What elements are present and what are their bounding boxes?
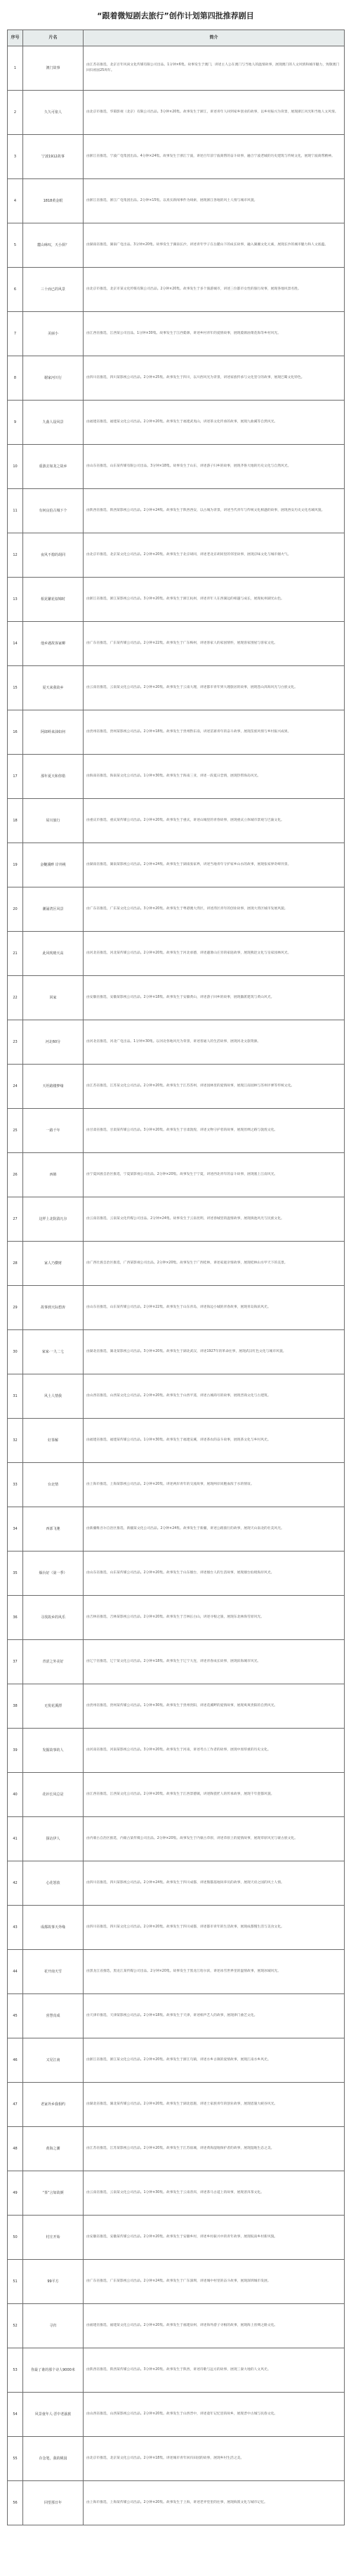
table-row [8, 2481, 345, 2525]
table-row [8, 2304, 345, 2348]
row-number: 39 [8, 1729, 23, 1773]
row-number: 37 [8, 1640, 23, 1684]
drama-title: 美丽小 [23, 312, 84, 356]
drama-title: 发掘故事的人 [23, 1729, 84, 1773]
table-row [8, 2216, 345, 2260]
drama-title: 西部飞驰 [23, 1507, 84, 1552]
header-number: 序号 [8, 30, 23, 46]
drama-title: 九曲人设风景 [23, 401, 84, 445]
table-row [8, 2038, 345, 2083]
drama-title: 金鞭溪畔 岸外桃 [23, 843, 84, 887]
table-row [8, 1374, 345, 1419]
drama-description: 由河北省推选，河北某传媒公司出品。2分钟×20集。故事发生于河北承德，讲述避暑山庄旁的家庭故事，展现燕赵文化与皇家园林风光。 [84, 932, 345, 976]
drama-description: 由江苏省推选，江苏某影视公司出品。2分钟×20集。故事发生于江苏盐城，讲述黄海湿地保护者的故事，展现湿地生态之美。 [84, 2127, 345, 2171]
table-row [8, 401, 345, 445]
drama-description: 由陕西省推选，陕西某传媒公司出品。3分钟×20集。故事发生于陕西，讲述诗歌与远方的故事，展现三秦大地的人文风光。 [84, 2348, 345, 2393]
drama-title: 烟台好（第一季） [23, 1552, 84, 1596]
drama-title: 故事到天际碧涛 [23, 1286, 84, 1330]
drama-description: 由贵州省推选，贵州某影视公司出品。2分钟×18集。故事发生于贵州黔东南，讲述苗寨青年的奋斗故事，展现苗族风情与乡村振兴成果。 [84, 710, 345, 755]
drama-description: 由浙江省推选，宁波广电集团出品。4分钟×24集。故事发生于浙江宁波，讲述百年前宁波商帮的奋斗故事，融合宁波老城的历史建筑与传统文化，展现宁波商帮精神。 [84, 135, 345, 179]
drama-title: 风景童年人·晋中老渝旅 [23, 2393, 84, 2437]
drama-description: 由甘肃省推选，甘肃某传媒公司出品。3分钟×20集。故事发生于甘肃敦煌，讲述文物守护者的故事，展现丝绸之路与敦煌文化。 [84, 1109, 345, 1153]
drama-description: 由重庆市推选，重庆某传媒公司出品。2分钟×20集。故事发生于重庆，讲述山城里的青春故事，展现重庆立体城市景观与巴渝文化。 [84, 799, 345, 843]
drama-description: 由宁夏回族自治区推选，宁夏某影视公司出品。2分钟×20集。故事发生于宁夏，讲述西北青年的奋斗故事，展现塞上江南风光。 [84, 1153, 345, 1197]
table-row [8, 1861, 345, 1906]
row-number: 48 [8, 2127, 23, 2171]
row-number: 31 [8, 1374, 23, 1419]
table-row [8, 1020, 345, 1065]
row-number: 13 [8, 578, 23, 622]
table-row [8, 1684, 345, 1729]
row-number: 6 [8, 268, 23, 312]
drama-description: 由河南省推选，河南某影视公司出品。3分钟×20集。故事发生于河南，讲述考古工作者的故事，展现中原厚重的历史文化。 [84, 1729, 345, 1773]
table-row [8, 1950, 345, 1994]
drama-description: 由陕西省推选，陕西某影视公司出品。2分钟×24集。故事发生于陕西西安，以古城为背景，讲述当代青年与传统文化相遇的故事，展现西安历史文化名城风貌。 [84, 489, 345, 533]
drama-description: 由天津市推选，天津某影视公司出品。2分钟×18集。故事发生于天津，讲述相声艺人的故事，展现津门曲艺文化。 [84, 1994, 345, 2038]
table-row [8, 1463, 345, 1507]
drama-title: 台北情 [23, 1463, 84, 1507]
table-row [8, 2437, 345, 2481]
drama-title: 潮涌湾区风景 [23, 887, 84, 932]
row-number: 3 [8, 135, 23, 179]
drama-title: 那年夏天和你错 [23, 755, 84, 799]
table-row [8, 1330, 345, 1374]
row-number: 33 [8, 1463, 23, 1507]
drama-description: 由福建省推选，福建某文化公司出品。2分钟×20集。故事发生于福建泉州，讲述海外游子寻根的故事，展现海上丝绸之路文化。 [84, 2304, 345, 2348]
table-row [8, 533, 345, 578]
drama-description: 由广西壮族自治区推选，广西某影视公司出品。2分钟×20集。故事发生于广西桂林，讲述家庭亲情故事，展现桂林山水甲天下的美景。 [84, 1242, 345, 1286]
drama-description: 由福建省推选，福建某传媒公司出品。1分钟×30集。故事发生于福建安溪，讲述茶农的奋斗故事，展现茶文化与乡村风光。 [84, 1419, 345, 1463]
table-row [8, 2260, 345, 2304]
table-row [8, 1552, 345, 1596]
table-row [8, 1286, 345, 1330]
row-number: 45 [8, 1994, 23, 2038]
row-number: 9 [8, 401, 23, 445]
drama-title: 有何良伯古城下个 [23, 489, 84, 533]
table-row [8, 1419, 345, 1463]
row-number: 25 [8, 1109, 23, 1153]
drama-description: 由山西省推选，山西某文化公司出品。2分钟×20集。故事发生于山西平遥，讲述古城商号的故事，展现晋商文化与古建筑。 [84, 1374, 345, 1419]
drama-title: 探访伊人 [23, 1817, 84, 1861]
table-row [8, 2127, 345, 2171]
row-number: 16 [8, 710, 23, 755]
table-row [8, 135, 345, 179]
drama-description: 由上海市推选，上海某影视公司出品。2分钟×20集。讲述两岸青年的交流故事，展现两岸同胞血浓于水的情谊。 [84, 1463, 345, 1507]
drama-title: 寻找故乡的风乐 [23, 1596, 84, 1640]
table-row [8, 666, 345, 710]
row-number: 29 [8, 1286, 23, 1330]
row-number: 41 [8, 1817, 23, 1861]
table-row [8, 710, 345, 755]
table-row [8, 179, 345, 223]
table-row [8, 1153, 345, 1197]
drama-description: 由山东省推选，山东某传媒有限公司出品。3分钟×18集。故事发生于山东，讲述游子归乡的故事，展现齐鲁大地的历史文化与自然风光。 [84, 445, 345, 489]
drama-description: 由北京市推选，北京某文化公司出品。2分钟×20集。故事发生于北京胡同，讲述老北京胡同里的邻里故事，展现京味文化与城市烟火气。 [84, 533, 345, 578]
table-row [8, 622, 345, 666]
row-number: 28 [8, 1242, 23, 1286]
drama-description: 由浙江省推选，浙江某影视公司出品。3分钟×20集。故事发生于浙江杭州，讲述青年人在西湖边的相遇与成长，展现杭州湖光山色。 [84, 578, 345, 622]
table-row [8, 489, 345, 533]
table-row [8, 843, 345, 887]
table-row [8, 46, 345, 91]
row-number: 15 [8, 666, 23, 710]
drama-title: 你最了谁的那个诗人9000米 [23, 2348, 84, 2393]
drama-description: 由山东省推选，山东某传媒公司出品。2分钟×22集。故事发生于山东青岛，讲述海边小城的青春故事，展现青岛海滨风光。 [84, 1286, 345, 1330]
row-number: 19 [8, 843, 23, 887]
table-row [8, 887, 345, 932]
drama-title: 夜风不熄的胡同 [23, 533, 84, 578]
table-row [8, 1906, 345, 1950]
row-number: 7 [8, 312, 23, 356]
drama-description: 由新疆维吾尔自治区推选，新疆某文化公司出品。2分钟×24集。故事发生于新疆，讲述公路旅行的故事，展现天山南北的壮美风光。 [84, 1507, 345, 1552]
row-number: 12 [8, 533, 23, 578]
table-row [8, 1817, 345, 1861]
row-number: 17 [8, 755, 23, 799]
drama-title: 花开南天雪 [23, 1950, 84, 1994]
drama-title: 家家·一九二七 [23, 1330, 84, 1374]
row-number: 5 [8, 223, 23, 268]
table-row [8, 1596, 345, 1640]
drama-description: 由江苏省推选，江苏某文化公司出品。2分钟×20集。故事发生于江苏苏州，讲述园林里的爱情故事，展现江南园林与苏州评弹等传统文化。 [84, 1065, 345, 1109]
drama-title: 天坦路楼梦缘 [23, 1065, 84, 1109]
table-row [8, 1065, 345, 1109]
drama-description: 由上海市推选，上海某传媒公司出品。2分钟×20集。故事发生于上海，讲述老弄堂里的往事，展现海派文化与城市记忆。 [84, 2481, 345, 2525]
row-number: 10 [8, 445, 23, 489]
drama-title: 相见繁花似锦时 [23, 578, 84, 622]
drama-title: 心花怒放 [23, 1861, 84, 1906]
row-number: 20 [8, 887, 23, 932]
drama-title: 夏天来我故乡 [23, 666, 84, 710]
drama-title: 家人乃横财 [23, 1242, 84, 1286]
drama-description: 由北京市推选，华策影视（北京）有限公司出品。3分钟×20集。故事发生于浙江，讲述青年人回到家乡创业的故事，以乡村振兴为背景，展现浙江风光和当地人文风情。 [84, 91, 345, 135]
table-header-row [8, 30, 345, 46]
table-row [8, 1109, 345, 1153]
row-number: 4 [8, 179, 23, 223]
row-number: 1 [8, 46, 23, 91]
drama-description: 由海南省推选，海南某文化公司出品。1分钟×30集。故事发生于海南三亚，讲述一段夏日恋情，展现热带海岛风光。 [84, 755, 345, 799]
drama-description: 由浙江省推选，浙江广电集团出品。2分钟×15集。以真实新闻事件为线索，展现浙江各地的风土人情与城市风貌。 [84, 179, 345, 223]
drama-description: 由湖北省推选，湖北某传媒公司出品。2分钟×20集。故事发生于湖北恩施，讲述土家族青年的创业故事，展现恩施大峡谷风光。 [84, 2083, 345, 2127]
row-number: 23 [8, 1020, 23, 1065]
drama-title: 黄海之潮 [23, 2127, 84, 2171]
table-row [8, 2348, 345, 2393]
table-row [8, 1729, 345, 1773]
drama-description: 由黑龙江省推选，黑龙江某传媒公司出品。2分钟×20集。故事发生于黑龙江哈尔滨，讲述冰雪世界里的温情故事，展现冰城风光。 [84, 1950, 345, 1994]
drama-description: 由山西省推选，山西某影视公司出品。2分钟×20集。故事发生于山西晋中，讲述童年记忆里的故乡，展现晋中古城与民俗文化。 [84, 2393, 345, 2437]
drama-title: 喜慧真成 [23, 1994, 84, 2038]
table-row [8, 312, 345, 356]
drama-title: 老家外乡我相约 [23, 2083, 84, 2127]
drama-title: 久久可依人 [23, 91, 84, 135]
drama-description: 由江西省推选，江西某文化公司出品。2分钟×20集。故事发生于江西景德镇，讲述陶瓷匠人的传承故事，展现千年瓷都风貌。 [84, 1773, 345, 1817]
drama-title: 无忧花溪漂 [23, 1684, 84, 1729]
table-row [8, 91, 345, 135]
drama-description: 由云南省推选，云南某文化公司出品。1分钟×30集。故事发生于云南普洱，讲述茶马古道上的故事，展现普洱茶文化。 [84, 2171, 345, 2216]
row-number: 34 [8, 1507, 23, 1552]
drama-title: 此风吹晴天高 [23, 932, 84, 976]
drama-description: 由广东省推选，广东某文化公司出品。3分钟×20集。故事发生于粤港澳大湾区，讲述湾区青年的创业故事，展现大湾区城市发展风貌。 [84, 887, 345, 932]
row-number: 26 [8, 1153, 23, 1197]
drama-description: 由浙江省推选，浙江某文化公司出品。2分钟×20集。故事发生于浙江乌镇，讲述水乡古镇的爱情故事，展现江南水乡风光。 [84, 2038, 345, 2083]
drama-description: 由安徽省推选，安徽某影视公司出品。2分钟×18集。故事发生于安徽黄山，讲述游子回乡的故事，展现徽派建筑与黄山风光。 [84, 976, 345, 1020]
drama-description: 由北京市推选，北京某文化公司出品。2分钟×18集。讲述城市青年回归田园的故事，展现乡村生活之美。 [84, 2437, 345, 2481]
drama-description: 由内蒙古自治区推选，内蒙古某传媒公司出品。2分钟×20集。故事发生于内蒙古草原，讲述草原上的爱情故事，展现草原风光与蒙古族文化。 [84, 1817, 345, 1861]
document-title: “跟着微短剧去旅行”创作计划第四批推荐剧目 [97, 11, 254, 20]
row-number: 46 [8, 2038, 23, 2083]
drama-description: 由吉林省推选，吉林某影视公司出品。2分钟×20集。故事发生于吉林长白山，讲述寻根之旅，展现东北林海雪原风光。 [84, 1596, 345, 1640]
drama-title: 屋川旅行 [23, 799, 84, 843]
drama-description: 由北京市推选，北京市某文化传媒有限公司出品。2分钟×20集。故事发生于多个旅游城市，讲述三位都市女性的旅行故事，展现各地风景名胜。 [84, 268, 345, 312]
row-number: 38 [8, 1684, 23, 1729]
row-number: 50 [8, 2216, 23, 2260]
drama-description: 由广东省推选，广东某传媒公司出品。2分钟×22集。故事发生于广东梅州，讲述客家人的家国情怀，展现客家围屋与客家文化。 [84, 622, 345, 666]
row-number: 27 [8, 1197, 23, 1242]
row-number: 55 [8, 2437, 23, 2481]
drama-description: 由云南省推选，云南某文化传媒公司出品。2分钟×24集。故事发生于云南昆明，讲述春城里的温情故事，展现滇池风光与民族文化。 [84, 1197, 345, 1242]
table-row [8, 445, 345, 489]
drama-description: 由福建省推选，福建某文化公司出品。2分钟×20集。故事发生于福建武夷山，讲述茶文化传承的故事，展现九曲溪等自然风光。 [84, 401, 345, 445]
drama-title: 成都故事天外缘 [23, 1906, 84, 1950]
drama-description: 由四川省推选，四川某影视公司出品。2分钟×25集。故事发生于四川，以川西风光为背景，讲述家族传承与文化坚守的故事，展现巴蜀文化特色。 [84, 356, 345, 401]
row-number: 22 [8, 976, 23, 1020]
table-row [8, 2171, 345, 2216]
drama-description: 由湖南省推选，湖南某影视公司出品。2分钟×24集。故事发生于湖南张家界，讲述当地青年守护家乡山水的故事，展现张家界奇峰异景。 [84, 843, 345, 887]
drama-description: 由山东省推选，山东某传媒公司出品。2分钟×20集。故事发生于山东烟台，讲述烟台人的生活故事，展现烟台仙境海岸风光。 [84, 1552, 345, 1596]
table-row [8, 1640, 345, 1684]
drama-title: 寻归 [23, 2304, 84, 2348]
header-description: 简介 [84, 30, 345, 46]
drama-title: 三十而已的风景 [23, 268, 84, 312]
table-row [8, 2393, 345, 2437]
row-number: 36 [8, 1596, 23, 1640]
row-number: 18 [8, 799, 23, 843]
row-number: 21 [8, 932, 23, 976]
row-number: 47 [8, 2083, 23, 2127]
row-number: 51 [8, 2260, 23, 2304]
drama-title: 青涩之外美好 [23, 1640, 84, 1684]
drama-title: 1818黄金眼 [23, 179, 84, 223]
drama-description: 由云南省推选，云南某文化公司出品。2分钟×20集。故事发生于云南大理，讲述都市青年到大理旅居的故事，展现苍山洱海风光与白族文化。 [84, 666, 345, 710]
drama-title: 他乡遇故客家柳 [23, 622, 84, 666]
row-number: 53 [8, 2348, 23, 2393]
drama-title: 重游去如龙之故乡 [23, 445, 84, 489]
row-number: 24 [8, 1065, 23, 1109]
row-number: 32 [8, 1419, 23, 1463]
drama-description: 由辽宁省推选，辽宁某文化公司出品。2分钟×18集。故事发生于辽宁大连，讲述青春成长故事，展现滨海城市风光。 [84, 1640, 345, 1684]
drama-title: 澳门故事 [23, 46, 84, 91]
table-row [8, 932, 345, 976]
row-number: 52 [8, 2304, 23, 2348]
drama-title: 存念笔，我的桃园 [23, 2437, 84, 2481]
drama-description: 由安徽省推选，安徽某传媒公司出品。2分钟×20集。故事发生于安徽乡村，讲述乡村振兴中的青年故事，展现皖南乡村新风貌。 [84, 2216, 345, 2260]
table-row [8, 755, 345, 799]
table-row [8, 2083, 345, 2127]
drama-description: 由贵州省推选，贵州某传媒公司出品。1分钟×30集。故事发生于贵州贵阳，讲述花溪畔的爱情故事，展现爽爽贵阳的自然风光。 [84, 1684, 345, 1729]
drama-title: 回家 [23, 976, 84, 1020]
drama-description: 由河北省推选，河北广电出品。1分钟×30集。以河北各地风光为背景，讲述普通人的生活故事，展现河北文旅资源。 [84, 1020, 345, 1065]
drama-title: 谢家河川行 [23, 356, 84, 401]
row-number: 30 [8, 1330, 23, 1374]
table-row [8, 268, 345, 312]
table-row [8, 356, 345, 401]
row-number: 40 [8, 1773, 23, 1817]
table-row [8, 578, 345, 622]
drama-description: 由湖北省推选，湖北某影视公司出品。3分钟×20集。故事发生于湖北武汉，讲述1927年的革命往事，展现武汉红色文化与城市风貌。 [84, 1330, 345, 1374]
table-row [8, 1197, 345, 1242]
row-number: 43 [8, 1906, 23, 1950]
row-number: 54 [8, 2393, 23, 2437]
row-number: 49 [8, 2171, 23, 2216]
drama-title: 麓山咏叹，天小烦？ [23, 223, 84, 268]
drama-title: 阿郎岭来油如何 [23, 710, 84, 755]
drama-title: 这样上北院滇凡尔 [23, 1197, 84, 1242]
row-number: 42 [8, 1861, 23, 1906]
drama-title: 回望那日年 [23, 2481, 84, 2525]
row-number: 8 [8, 356, 23, 401]
table-row [8, 1242, 345, 1286]
drama-title: 河北60分 [23, 1020, 84, 1065]
drama-title: 好茶解 [23, 1419, 84, 1463]
drama-title: 宁波1912故事 [23, 135, 84, 179]
row-number: 44 [8, 1950, 23, 1994]
table-row [8, 1773, 345, 1817]
table-row [8, 1507, 345, 1552]
drama-description: 由江西省推选，江西某公司出品。1分钟×30集。故事发生于江西婺源，讲述乡村青年的爱情故事，展现婺源油菜花海等乡村风光。 [84, 312, 345, 356]
table-row [8, 976, 345, 1020]
row-number: 35 [8, 1552, 23, 1596]
drama-title: 花衫长风总是 [23, 1773, 84, 1817]
drama-title: “茶”言如故颜 [23, 2171, 84, 2216]
drama-title: 99平方 [23, 2260, 84, 2304]
drama-description: 由湖南省推选，湖南广电出品。3分钟×20集。故事发生于湖南长沙，讲述青年学子在岳麓山下的成长故事，融入湖湘文化元素，展现长沙的城市魅力和人文底蕴。 [84, 223, 345, 268]
table-row [8, 799, 345, 843]
drama-description: 由广东省推选，广东某影视公司出品。2分钟×24集。故事发生于广东深圳，讲述城中村里的奋斗故事，展现深圳城市发展。 [84, 2260, 345, 2304]
drama-title: 又见江南 [23, 2038, 84, 2083]
row-number: 56 [8, 2481, 23, 2525]
row-number: 2 [8, 91, 23, 135]
drama-description: 由江苏省推选，北京百年风尚文化传媒有限公司出品。1分钟×6集。故事发生于澳门，讲述主人公在澳门与当地人的温情故事，展现澳门的人文风情和城市魅力，致敬澳门回归祖国25周年。 [84, 46, 345, 91]
header-name: 片名 [23, 30, 84, 46]
drama-description: 由四川省推选，四川某影视公司出品。2分钟×24集。故事发生于四川成都，讲述熊猫基地饲养员的故事，展现天府之国的风土人情。 [84, 1861, 345, 1906]
drama-description: 由四川省推选，四川某文化公司出品。2分钟×20集。故事发生于四川成都，讲述都市青年的生活故事，展现成都慢生活与美食文化。 [84, 1906, 345, 1950]
drama-title: 村庄开始 [23, 2216, 84, 2260]
recommendation-table [7, 30, 345, 2525]
drama-title: 风土人情我 [23, 1374, 84, 1419]
table-row [8, 1994, 345, 2038]
row-number: 11 [8, 489, 23, 533]
drama-title: 西锦 [23, 1153, 84, 1197]
drama-title: 一路千年 [23, 1109, 84, 1153]
row-number: 14 [8, 622, 23, 666]
table-row [8, 223, 345, 268]
